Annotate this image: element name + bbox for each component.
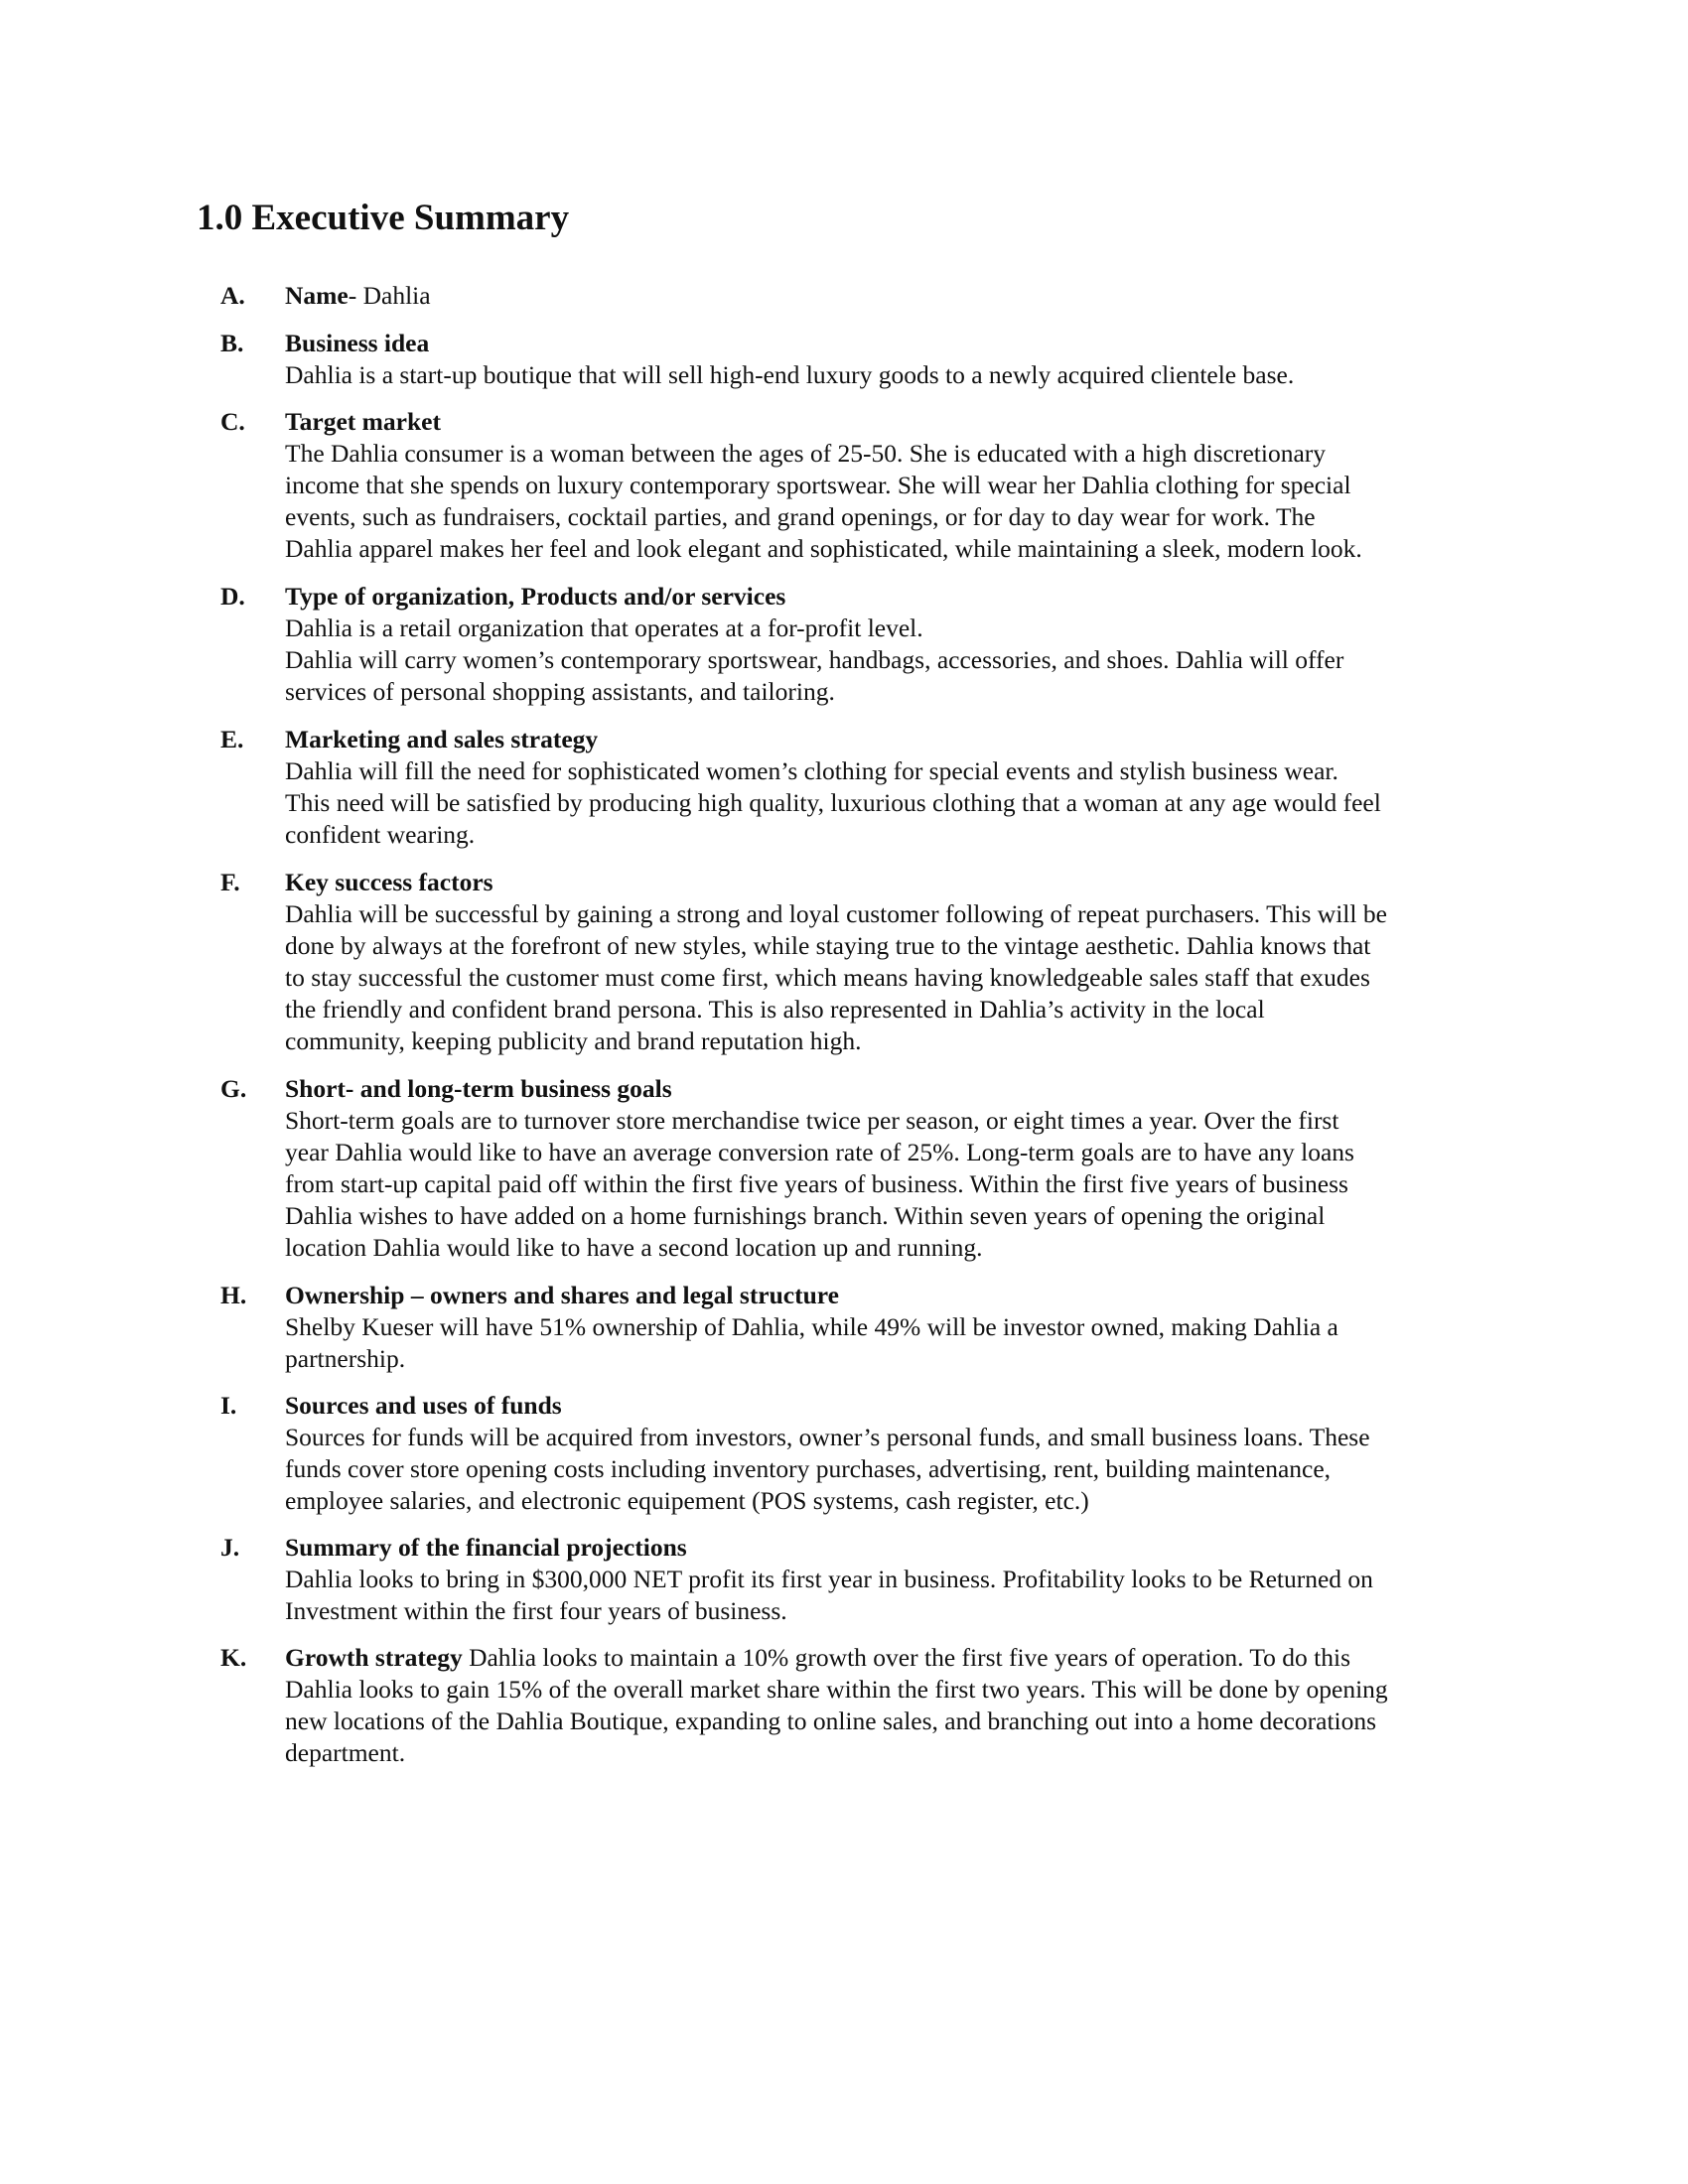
item-body-line: from start-up capital paid off within the first five years of business. Within the first five years of business [285,1169,1348,1198]
item-body-line: services of personal shopping assistants, and tailoring. [285,677,835,706]
item-body-line: location Dahlia would like to have a second location up and running. [285,1233,983,1262]
item-letter: E. [220,725,244,753]
item-content [285,1642,1516,1769]
item-body-line: funds cover store opening costs including inventory purchases, advertising, rent, building maintenance, [285,1454,1332,1483]
item-content [285,581,1516,708]
item-heading: Target market [285,407,441,436]
item-content [285,867,1516,1057]
item-body-line: The Dahlia consumer is a woman between the ages of 25-50. She is educated with a high discretionary [285,439,1327,468]
item-letter: J. [220,1533,240,1562]
item-content [285,280,1516,312]
item-inline-text: - Dahlia [348,281,431,310]
item-content [285,328,1516,391]
item-letter: D. [220,582,245,611]
item-body-line: done by always at the forefront of new styles, while staying true to the vintage aesthetic. Dahlia knows that [285,931,1371,960]
item-body-line: This need will be satisfied by producing high quality, luxurious clothing that a woman at any age would feel [285,788,1381,817]
item-body-line: Dahlia will carry women’s contemporary sportswear, handbags, accessories, and shoes. Dahlia will offer [285,645,1344,674]
item-body-line: Dahlia will fill the need for sophisticated women’s clothing for special events and stylish business wear. [285,756,1338,785]
item-content [285,406,1516,565]
item-first-line [285,1642,1516,1674]
item-body-line: year Dahlia would like to have an average conversion rate of 25%. Long-term goals are to have any loans [285,1138,1354,1166]
item-content [285,1073,1516,1264]
item-body-line: new locations of the Dahlia Boutique, expanding to online sales, and branching out into a home decorations [285,1706,1377,1735]
item-body-line: to stay successful the customer must come first, which means having knowledgeable sales staff that exudes [285,963,1370,992]
item-body-line: employee salaries, and electronic equipement (POS systems, cash register, etc.) [285,1486,1089,1515]
item-body-line: Dahlia apparel makes her feel and look elegant and sophisticated, while maintaining a sleek, modern look. [285,534,1362,563]
item-heading: Name [285,281,349,310]
item-body-line: Dahlia is a start-up boutique that will sell high-end luxury goods to a newly acquired clientele base. [285,360,1295,389]
item-body-line: Dahlia looks to bring in $300,000 NET profit its first year in business. Profitability looks to be Returned on [285,1565,1373,1593]
item-letter: A. [220,281,245,310]
item-letter: G. [220,1074,247,1103]
item-body-line: Sources for funds will be acquired from investors, owner’s personal funds, and small business loans. These [285,1423,1370,1451]
item-content [285,724,1516,851]
item-body-line: department. [285,1738,406,1767]
item-heading: Ownership – owners and shares and legal structure [285,1281,839,1309]
item-heading: Key success factors [285,868,493,896]
item-letter: H. [220,1281,247,1309]
item-body-line: events, such as fundraisers, cocktail parties, and grand openings, or for day to day wear for work. The [285,502,1316,531]
item-heading: Growth strategy [285,1643,463,1672]
item-heading: Type of organization, Products and/or services [285,582,786,611]
item-body-line: community, keeping publicity and brand reputation high. [285,1026,862,1055]
item-body-line: Dahlia will be successful by gaining a strong and loyal customer following of repeat purchasers. This will be [285,899,1387,928]
item-heading: Marketing and sales strategy [285,725,599,753]
item-letter: B. [220,329,244,357]
item-letter: I. [220,1391,237,1420]
item-body-line: Dahlia wishes to have added on a home furnishings branch. Within seven years of opening the original [285,1201,1326,1230]
item-heading: Summary of the financial projections [285,1533,687,1562]
item-content [285,1280,1516,1375]
item-heading: Sources and uses of funds [285,1391,562,1420]
item-content [285,1532,1516,1627]
item-heading: Business idea [285,329,430,357]
item-body-line: Investment within the first four years of business. [285,1596,787,1625]
item-inline-text: Dahlia looks to maintain a 10% growth over the first five years of operation. To do this [462,1643,1350,1672]
item-body-line: partnership. [285,1344,406,1373]
page-title: 1.0 Executive Summary [197,198,570,238]
item-body-line: the friendly and confident brand persona. This is also represented in Dahlia’s activity in the local [285,995,1265,1024]
item-body-line: Shelby Kueser will have 51% ownership of Dahlia, while 49% will be investor owned, making Dahlia a [285,1312,1338,1341]
item-content [285,1390,1516,1517]
item-body-line: Dahlia looks to gain 15% of the overall market share within the first two years. This will be done by opening [285,1675,1388,1704]
item-heading: Short- and long-term business goals [285,1074,672,1103]
item-body-line: confident wearing. [285,820,476,849]
item-body-line: Short-term goals are to turnover store merchandise twice per season, or eight times a year. Over the first [285,1106,1339,1135]
item-letter: K. [220,1643,247,1672]
item-letter: C. [220,407,245,436]
item-letter: F. [220,868,240,896]
item-body-line: income that she spends on luxury contemporary sportswear. She will wear her Dahlia clothing for special [285,471,1351,499]
item-body-line: Dahlia is a retail organization that operates at a for-profit level. [285,614,923,642]
